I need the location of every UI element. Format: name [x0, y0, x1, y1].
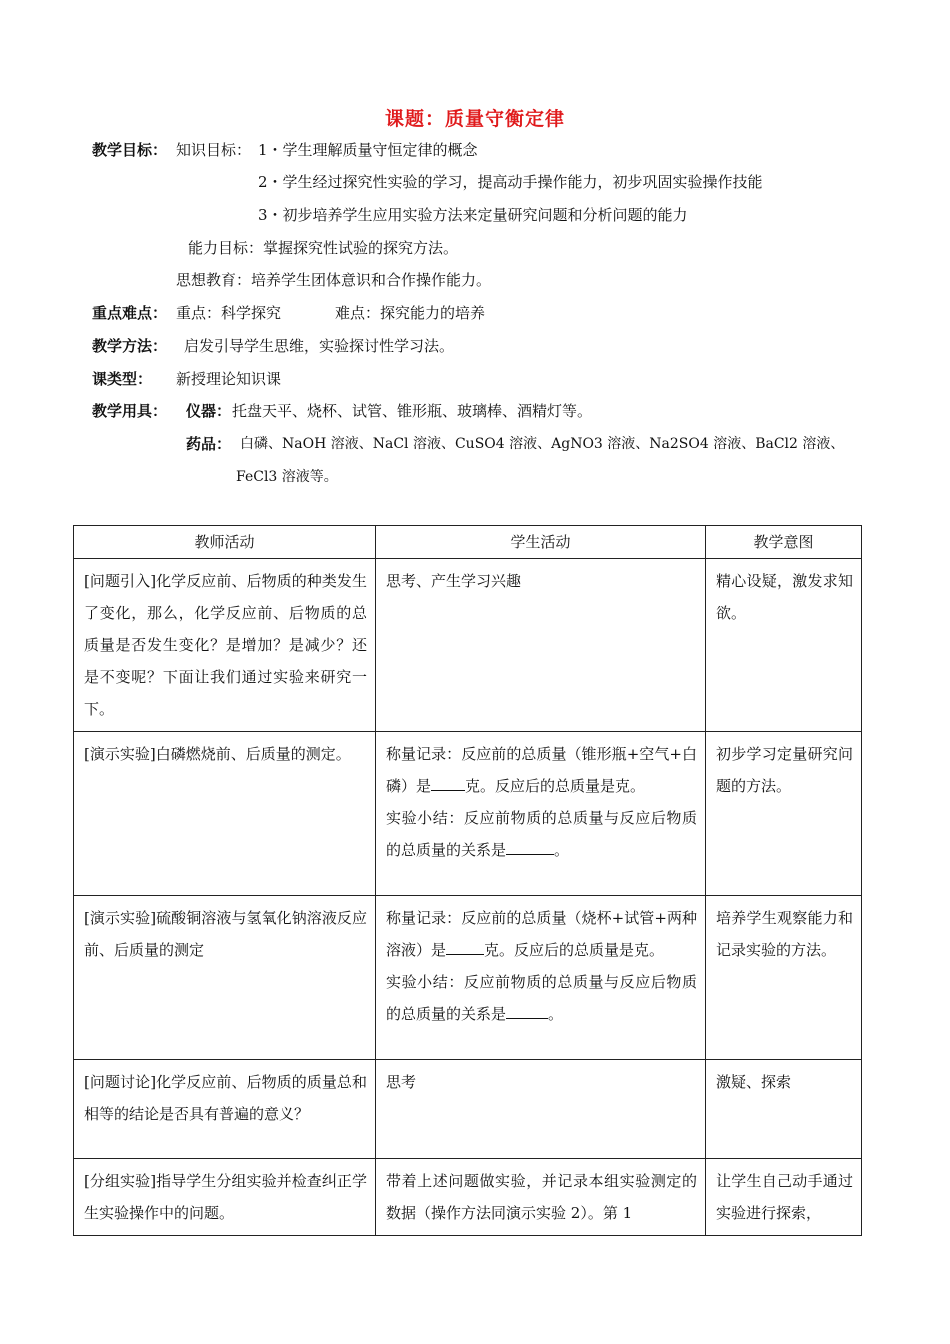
header-teaching-intent: 教学意图: [706, 526, 862, 559]
fill-blank: [446, 940, 484, 955]
key-points-label: 重点难点：: [92, 304, 168, 322]
summary-text: 实验小结：反应前物质的总质量与反应后物质的总质量的关系是: [386, 809, 697, 859]
summary-text-tail: 。: [554, 841, 570, 859]
record-text-tail: 克。反应后的总质量是克。: [484, 941, 665, 959]
table-row: [74, 559, 862, 732]
student-activity-cell: [376, 732, 706, 896]
table-row: [74, 1060, 862, 1159]
intent-cell: 初步学习定量研究问题的方法。: [706, 732, 862, 896]
ability-objective: 能力目标：掌握探究性试验的探究方法。: [188, 239, 459, 257]
knowledge-item-3: 3・初步培养学生应用实验方法来定量研究问题和分析问题的能力: [258, 206, 688, 224]
reagents-line-2: FeCl3 溶液等。: [236, 469, 338, 485]
table-header-row: [74, 526, 862, 559]
course-type-label: 课类型：: [92, 370, 153, 388]
intent-cell: 激疑、探索: [706, 1060, 862, 1159]
teacher-activity-cell: [分组实验]指导学生分组实验并检查纠正学生实验操作中的问题。: [74, 1159, 376, 1236]
ideology-objective: 思想教育：培养学生团体意识和合作操作能力。: [176, 271, 492, 289]
page-title: 课题：质量守衡定律: [384, 108, 565, 130]
knowledge-objective-label: 知识目标：: [176, 141, 252, 159]
student-activity-cell: [376, 896, 706, 1060]
teacher-activity-cell: [演示实验]白磷燃烧前、后质量的测定。: [74, 732, 376, 896]
intent-cell: 精心设疑，激发求知欲。: [706, 559, 862, 732]
table-row: [74, 732, 862, 896]
fill-blank: [431, 776, 465, 791]
teacher-activity-cell: [问题引入]化学反应前、后物质的种类发生了变化，那么，化学反应前、后物质的总质量是否发生变化？是增加？是减少？还是不变呢？下面让我们通过实验来研究一下。: [74, 559, 376, 732]
table-row: [74, 1159, 862, 1236]
header-teacher-activity: 教师活动: [74, 526, 376, 559]
course-type-value: 新授理论知识课: [176, 370, 282, 388]
header-student-activity: 学生活动: [376, 526, 706, 559]
student-activity-cell: 带着上述问题做实验，并记录本组实验测定的数据（操作方法同演示实验 2）。第 1: [376, 1159, 706, 1236]
knowledge-item-2: 2・学生经过探究性实验的学习，提高动手操作能力，初步巩固实验操作技能: [258, 173, 763, 191]
summary-text-tail: 。: [548, 1005, 564, 1023]
fill-blank: [506, 1004, 548, 1019]
lesson-table: [73, 525, 862, 1236]
key-point: 重点：科学探究: [176, 304, 282, 322]
intent-cell: 让学生自己动手通过实验进行探索，: [706, 1159, 862, 1236]
method-label: 教学方法：: [92, 337, 168, 355]
student-activity-cell: 思考: [376, 1060, 706, 1159]
record-text: 称量记录：反应前的总质量（锥形瓶+空气+白磷）是: [386, 745, 697, 795]
record-text-tail: 克。反应后的总质量是克。: [465, 777, 646, 795]
record-text: 称量记录：反应前的总质量（烧杯+试管+两种溶液）是: [386, 909, 697, 959]
student-activity-cell: 思考、产生学习兴趣: [376, 559, 706, 732]
instruments-value: 托盘天平、烧杯、试管、锥形瓶、玻璃棒、酒精灯等。: [232, 402, 593, 420]
teacher-activity-cell: [演示实验]硫酸铜溶液与氢氧化钠溶液反应前、后质量的测定: [74, 896, 376, 1060]
objectives-label: 教学目标：: [92, 141, 168, 159]
method-value: 启发引导学生思维，实验探讨性学习法。: [184, 337, 455, 355]
intent-cell: 培养学生观察能力和记录实验的方法。: [706, 896, 862, 1060]
reagents-label: 药品：: [186, 435, 232, 453]
reagents-line-1: 白磷、NaOH 溶液、NaCl 溶液、CuSO4 溶液、AgNO3 溶液、Na2SO4 溶液、BaCl2 溶液、: [240, 436, 845, 452]
instruments-label: 仪器：: [186, 402, 232, 420]
fill-blank: [506, 840, 554, 855]
teacher-activity-cell: [问题讨论]化学反应前、后物质的质量总和相等的结论是否具有普遍的意义？: [74, 1060, 376, 1159]
summary-text: 实验小结：反应前物质的总质量与反应后物质的总质量的关系是: [386, 973, 697, 1023]
knowledge-item-1: 1・学生理解质量守恒定律的概念: [258, 141, 478, 159]
tools-label: 教学用具：: [92, 402, 168, 420]
difficulty-point: 难点：探究能力的培养: [335, 304, 486, 322]
table-row: [74, 896, 862, 1060]
